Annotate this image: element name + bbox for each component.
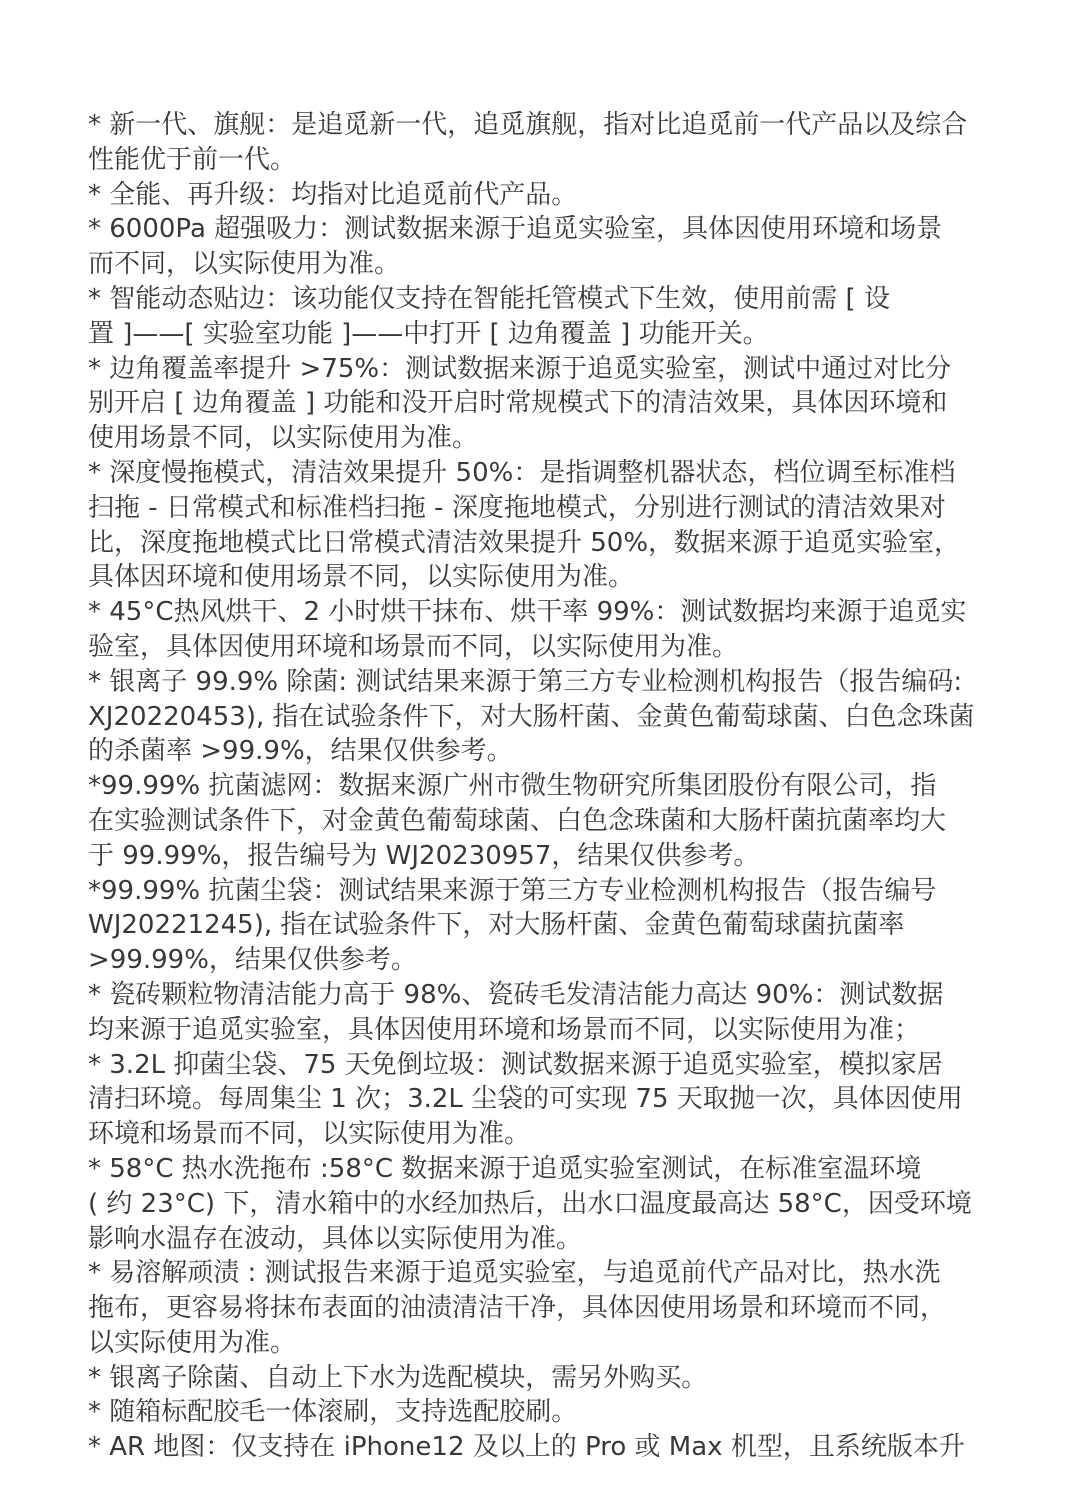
footnote-line: 具体因环境和使用场景不同，以实际使用为准。 — [88, 562, 635, 593]
footnote-line: WJ20221245), 指在试验条件下，对大肠杆菌、金黄色葡萄球菌抗菌率 — [88, 910, 905, 941]
footnote-item — [88, 178, 992, 213]
footnote-line: * 银离子除菌、自动上下水为选配模块，需另外购买。 — [88, 1362, 708, 1393]
footnote-line: 置 ]——[ 实验室功能 ]——中打开 [ 边角覆盖 ] 功能开关。 — [88, 318, 769, 349]
footnote-item — [88, 456, 992, 595]
footnote-line: * 58°C 热水洗拖布 :58°C 数据来源于追觅实验室测试，在标准室温环境 — [88, 1153, 922, 1184]
footnote-line: >99.99%，结果仅供参考。 — [88, 945, 417, 976]
footnote-line: * 智能动态贴边：该功能仅支持在智能托管模式下生效，使用前需 [ 设 — [88, 283, 890, 314]
footnote-line: * 易溶解顽渍 : 测试报告来源于追觅实验室，与追觅前代产品对比，热水洗 — [88, 1258, 941, 1289]
footnote-line: 拖布，更容易将抹布表面的油渍清洁干净，具体因使用场景和环境而不同， — [88, 1293, 947, 1324]
footnote-line: * 3.2L 抑菌尘袋、75 天免倒垃圾：测试数据来源于追觅实验室，模拟家居 — [88, 1049, 943, 1080]
footnote-line: XJ20220453), 指在试验条件下，对大肠杆菌、金黄色葡萄球菌、白色念珠菌 — [88, 701, 975, 732]
footnote-line: * AR 地图：仅支持在 iPhone12 及以上的 Pro 或 Max 机型，且系统版本升 — [88, 1432, 965, 1463]
footnote-item — [88, 212, 992, 282]
footnote-line: * 瓷砖颗粒物清洁能力高于 98%、瓷砖毛发清洁能力高达 90%：测试数据 — [88, 979, 944, 1010]
disclaimer-notes — [88, 108, 992, 1465]
footnote-line: 比，深度拖地模式比日常模式清洁效果提升 50%，数据来源于追觅实验室， — [88, 527, 961, 558]
footnote-line: 扫拖 - 日常模式和标准档扫拖 - 深度拖地模式，分别进行测试的清洁效果对 — [88, 492, 946, 523]
footnote-line: 而不同，以实际使用为准。 — [88, 249, 401, 280]
footnote-line: * 银离子 99.9% 除菌: 测试结果来源于第三方专业检测机构报告（报告编码: — [88, 666, 963, 697]
footnote-item — [88, 108, 992, 178]
footnote-line: 于 99.99%，报告编号为 WJ20230957，结果仅供参考。 — [88, 840, 760, 871]
footnote-item — [88, 665, 992, 769]
footnote-line: 性能优于前一代。 — [88, 144, 297, 175]
footnote-line: * 边角覆盖率提升 >75%：测试数据来源于追觅实验室，测试中通过对比分 — [88, 353, 952, 384]
footnote-item — [88, 282, 992, 352]
footnote-line: 影响水温存在波动，具体以实际使用为准。 — [88, 1223, 583, 1254]
footnote-item — [88, 352, 992, 456]
footnote-item — [88, 1430, 992, 1465]
footnote-item — [88, 978, 992, 1048]
footnote-item — [88, 769, 992, 873]
footnote-item — [88, 1361, 992, 1396]
footnote-line: * 深度慢拖模式，清洁效果提升 50%：是指调整机器状态，档位调至标准档 — [88, 457, 956, 488]
footnote-line: 清扫环境。每周集尘 1 次；3.2L 尘袋的可实现 75 天取抛一次，具体因使用 — [88, 1084, 963, 1115]
footnote-line: *99.99% 抗菌尘袋：测试结果来源于第三方专业检测机构报告（报告编号 — [88, 875, 937, 906]
footnote-line: *99.99% 抗菌滤网：数据来源广州市微生物研究所集团股份有限公司，指 — [88, 771, 937, 802]
footnote-item — [88, 1152, 992, 1256]
footnote-item — [88, 595, 992, 665]
footnote-line: 的杀菌率 >99.9%，结果仅供参考。 — [88, 736, 513, 767]
footnote-line: * 新一代、旗舰：是追觅新一代，追觅旗舰，指对比追觅前一代产品以及综合 — [88, 110, 968, 140]
footnote-line: 使用场景不同，以实际使用为准。 — [88, 423, 479, 454]
footnote-line: 在实验测试条件下，对金黄色葡萄球菌、白色念珠菌和大肠杆菌抗菌率均大 — [88, 805, 947, 836]
footnote-line: 别开启 [ 边角覆盖 ] 功能和没开启时常规模式下的清洁效果，具体因环境和 — [88, 388, 948, 419]
footnote-item — [88, 1395, 992, 1430]
footnote-line: 验室，具体因使用环境和场景而不同，以实际使用为准。 — [88, 631, 739, 662]
footnote-line: 环境和场景而不同，以实际使用为准。 — [88, 1119, 531, 1150]
footnote-item — [88, 1048, 992, 1152]
footnote-item — [88, 874, 992, 978]
footnote-line: * 45°C热风烘干、2 小时烘干抹布、烘干率 99%：测试数据均来源于追觅实 — [88, 597, 967, 628]
footnote-line: * 随箱标配胶毛一体滚刷，支持选配胶刷。 — [88, 1397, 578, 1428]
footnote-line: * 6000Pa 超强吸力：测试数据来源于追觅实验室，具体因使用环境和场景 — [88, 214, 943, 245]
footnote-line: * 全能、再升级：均指对比追觅前代产品。 — [88, 179, 578, 210]
footnote-line: 以实际使用为准。 — [88, 1327, 297, 1358]
footnote-line: ( 约 23°C) 下，清水箱中的水经加热后，出水口温度最高达 58°C，因受环境 — [88, 1188, 972, 1219]
footnote-item — [88, 1256, 992, 1360]
footnote-line: 均来源于追觅实验室，具体因使用环境和场景而不同，以实际使用为准； — [88, 1014, 921, 1045]
